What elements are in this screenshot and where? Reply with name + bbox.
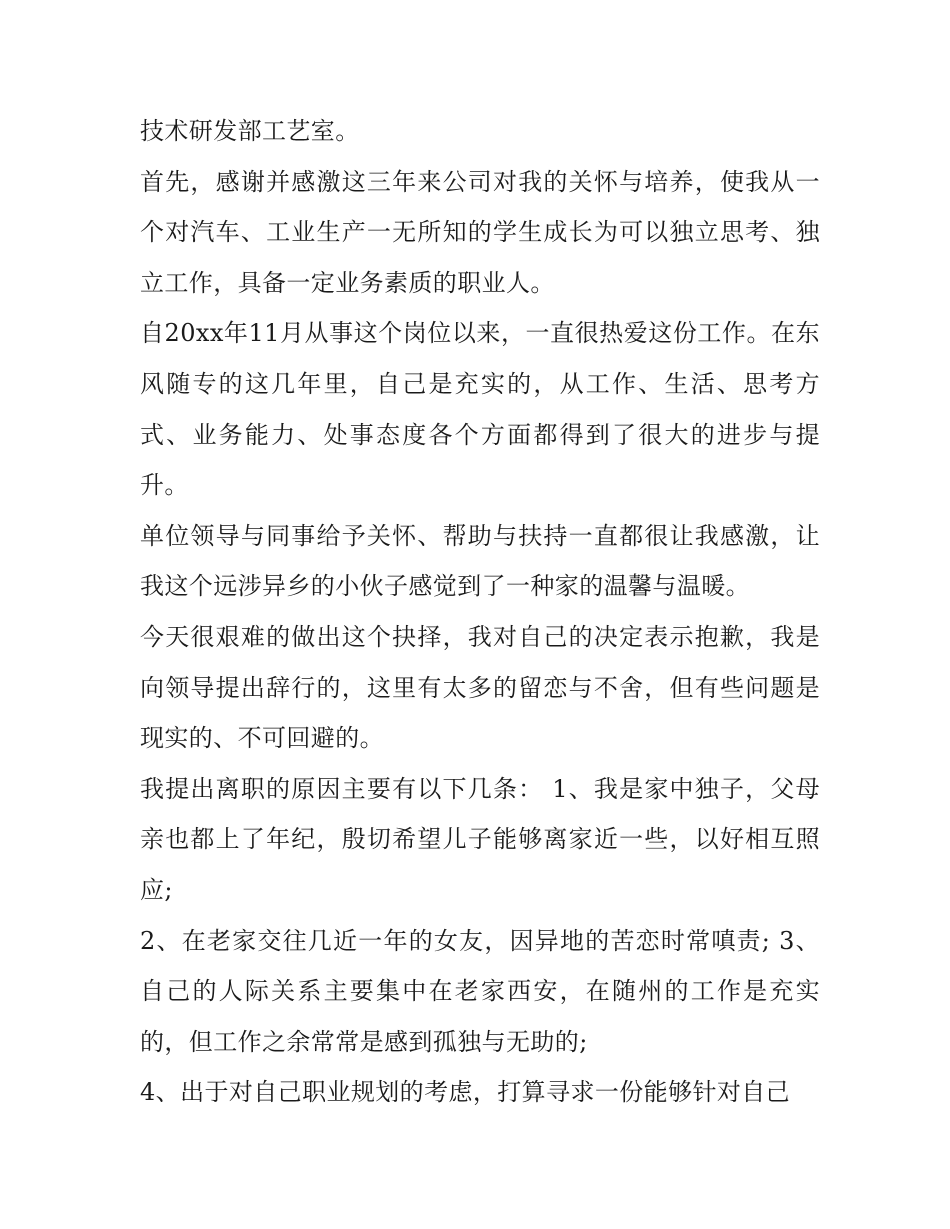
paragraph-department: 技术研发部工艺室。 (140, 117, 360, 145)
document-body (140, 106, 820, 1118)
paragraph-reason-4: 4、出于对自己职业规划的考虑，打算寻求一份能够针对自己 (140, 1078, 791, 1107)
paragraph-reason-1: 我提出离职的原因主要有以下几条： 1、我是家中独子，父母亲也都上了年纪，殷切希望儿子能够离家近一些，以好相互照应; (140, 774, 820, 904)
paragraph-career-history: 自20xx年11月从事这个岗位以来，一直很热爱这份工作。在东风随专的这几年里，自己是充实的，从工作、生活、思考方式、业务能力、处事态度各个方面都得到了很大的进步与提升。 (140, 319, 820, 500)
paragraph-decision: 今天很艰难的做出这个抉择，我对自己的决定表示抱歉，我是向领导提出辞行的，这里有太多的留恋与不舍，但有些问题是现实的、不可回避的。 (140, 622, 820, 753)
paragraph-gratitude: 首先，感谢并感激这三年来公司对我的关怀与培养，使我从一个对汽车、工业生产一无所知的学生成长为可以独立思考、独立工作，具备一定业务素质的职业人。 (140, 167, 820, 297)
paragraph-reason-2-3: 2、在老家交往几近一年的女友，因异地的苦恋时常嗔责; 3、自己的人际关系主要集中在老家西安，在随州的工作是充实的，但工作之余常常是感到孤独与无助的; (140, 926, 820, 1056)
paragraph-colleagues: 单位领导与同事给予关怀、帮助与扶持一直都很让我感激，让我这个远涉异乡的小伙子感觉到了一种家的温馨与温暖。 (140, 521, 820, 601)
